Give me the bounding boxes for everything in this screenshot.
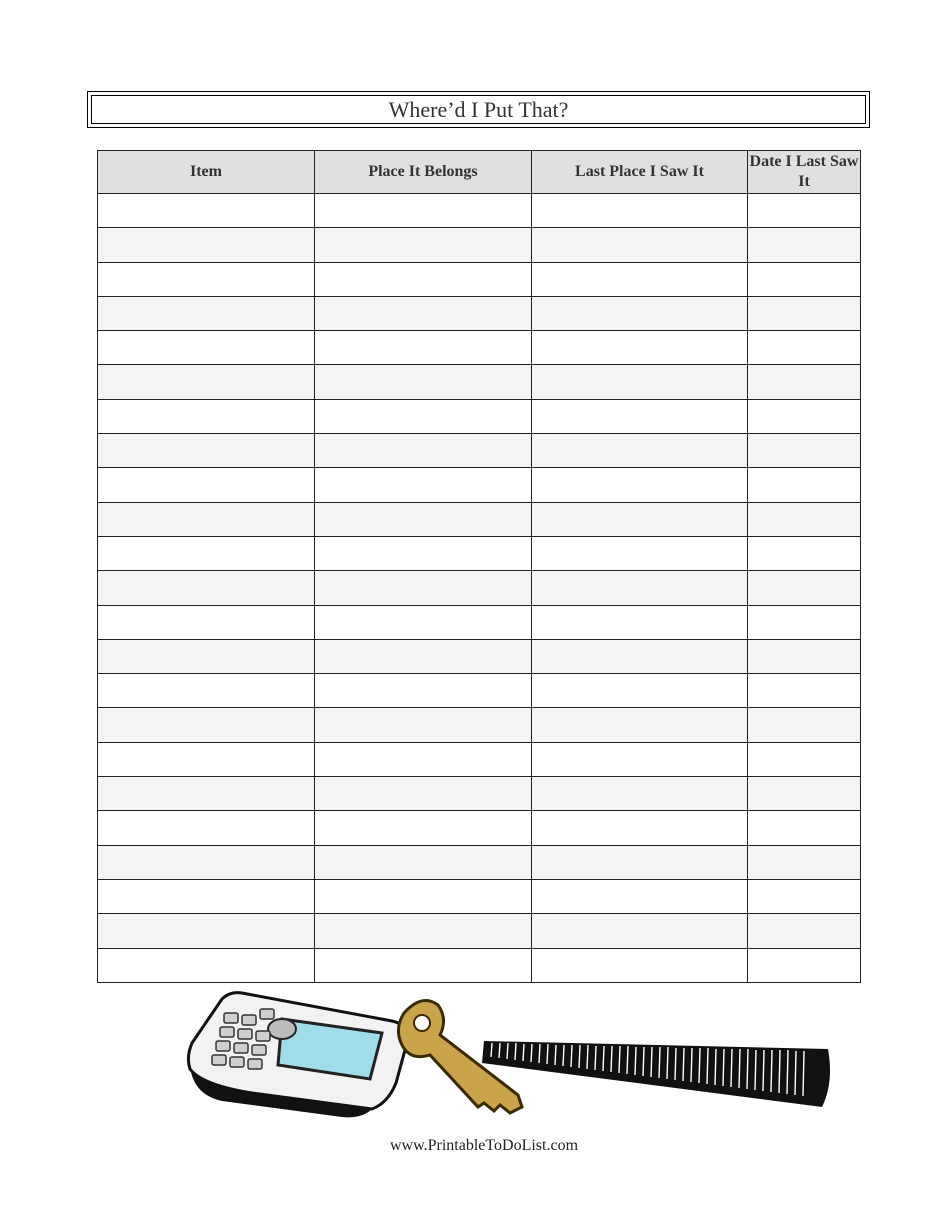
table-row (98, 365, 861, 399)
last-place-cell[interactable] (532, 296, 748, 330)
last-place-cell[interactable] (532, 948, 748, 982)
table-row (98, 399, 861, 433)
date-cell[interactable] (748, 536, 861, 570)
date-cell[interactable] (748, 399, 861, 433)
last-place-cell[interactable] (532, 571, 748, 605)
place-belongs-cell[interactable] (315, 742, 532, 776)
date-cell[interactable] (748, 708, 861, 742)
item-cell[interactable] (98, 639, 315, 673)
place-belongs-cell[interactable] (315, 262, 532, 296)
date-cell[interactable] (748, 228, 861, 262)
header-last-place-seen: Last Place I Saw It (532, 151, 748, 194)
last-place-cell[interactable] (532, 639, 748, 673)
item-cell[interactable] (98, 365, 315, 399)
item-cell[interactable] (98, 879, 315, 913)
place-belongs-cell[interactable] (315, 468, 532, 502)
last-place-cell[interactable] (532, 914, 748, 948)
place-belongs-cell[interactable] (315, 811, 532, 845)
item-cell[interactable] (98, 708, 315, 742)
item-cell[interactable] (98, 605, 315, 639)
date-cell[interactable] (748, 777, 861, 811)
footer-website: www.PrintableToDoList.com (389, 1137, 579, 1154)
item-cell[interactable] (98, 536, 315, 570)
item-cell[interactable] (98, 948, 315, 982)
item-cell[interactable] (98, 228, 315, 262)
item-cell[interactable] (98, 502, 315, 536)
place-belongs-cell[interactable] (315, 879, 532, 913)
date-cell[interactable] (748, 674, 861, 708)
place-belongs-cell[interactable] (315, 228, 532, 262)
date-cell[interactable] (748, 194, 861, 228)
last-place-cell[interactable] (532, 708, 748, 742)
item-cell[interactable] (98, 674, 315, 708)
last-place-cell[interactable] (532, 194, 748, 228)
last-place-cell[interactable] (532, 845, 748, 879)
place-belongs-cell[interactable] (315, 708, 532, 742)
place-belongs-cell[interactable] (315, 365, 532, 399)
header-item: Item (98, 151, 315, 194)
table-row (98, 228, 861, 262)
date-cell[interactable] (748, 262, 861, 296)
date-cell[interactable] (748, 948, 861, 982)
last-place-cell[interactable] (532, 228, 748, 262)
date-cell[interactable] (748, 331, 861, 365)
table-row (98, 502, 861, 536)
item-cell[interactable] (98, 742, 315, 776)
header-place-it-belongs: Place It Belongs (315, 151, 532, 194)
table-row (98, 777, 861, 811)
place-belongs-cell[interactable] (315, 605, 532, 639)
item-cell[interactable] (98, 399, 315, 433)
title-box (87, 91, 870, 128)
place-belongs-cell[interactable] (315, 536, 532, 570)
page-title: Where’d I Put That? (91, 95, 866, 124)
last-place-cell[interactable] (532, 536, 748, 570)
table-row (98, 708, 861, 742)
item-cell[interactable] (98, 811, 315, 845)
place-belongs-cell[interactable] (315, 502, 532, 536)
table-row (98, 639, 861, 673)
item-cell[interactable] (98, 194, 315, 228)
date-cell[interactable] (748, 879, 861, 913)
table-row (98, 914, 861, 948)
place-belongs-cell[interactable] (315, 845, 532, 879)
last-place-cell[interactable] (532, 434, 748, 468)
last-place-cell[interactable] (532, 331, 748, 365)
item-cell[interactable] (98, 571, 315, 605)
table-row (98, 296, 861, 330)
item-cell[interactable] (98, 468, 315, 502)
last-place-cell[interactable] (532, 262, 748, 296)
item-cell[interactable] (98, 845, 315, 879)
table-row (98, 194, 861, 228)
date-cell[interactable] (748, 502, 861, 536)
date-cell[interactable] (748, 296, 861, 330)
date-cell[interactable] (748, 811, 861, 845)
cell-phone-icon (188, 993, 408, 1118)
date-cell[interactable] (748, 639, 861, 673)
tracking-table (97, 150, 861, 983)
last-place-cell[interactable] (532, 605, 748, 639)
last-place-cell[interactable] (532, 399, 748, 433)
header-date-last-seen: Date I Last Saw It (748, 151, 861, 194)
last-place-cell[interactable] (532, 742, 748, 776)
table-row (98, 468, 861, 502)
table-row (98, 811, 861, 845)
date-cell[interactable] (748, 571, 861, 605)
date-cell[interactable] (748, 434, 861, 468)
place-belongs-cell[interactable] (315, 948, 532, 982)
place-belongs-cell[interactable] (315, 639, 532, 673)
place-belongs-cell[interactable] (315, 296, 532, 330)
place-belongs-cell[interactable] (315, 194, 532, 228)
table-row (98, 536, 861, 570)
date-cell[interactable] (748, 742, 861, 776)
place-belongs-cell[interactable] (315, 331, 532, 365)
last-place-cell[interactable] (532, 879, 748, 913)
table-row (98, 674, 861, 708)
last-place-cell[interactable] (532, 777, 748, 811)
comb-icon (482, 1041, 830, 1107)
item-cell[interactable] (98, 331, 315, 365)
table-row (98, 879, 861, 913)
table-row (98, 742, 861, 776)
last-place-cell[interactable] (532, 468, 748, 502)
place-belongs-cell[interactable] (315, 777, 532, 811)
place-belongs-cell[interactable] (315, 434, 532, 468)
place-belongs-cell[interactable] (315, 571, 532, 605)
table-row (98, 845, 861, 879)
table-row (98, 571, 861, 605)
table-header-row (98, 151, 861, 194)
date-cell[interactable] (748, 605, 861, 639)
place-belongs-cell[interactable] (315, 914, 532, 948)
table-row (98, 434, 861, 468)
date-cell[interactable] (748, 468, 861, 502)
item-cell[interactable] (98, 296, 315, 330)
last-place-cell[interactable] (532, 674, 748, 708)
last-place-cell[interactable] (532, 811, 748, 845)
date-cell[interactable] (748, 365, 861, 399)
last-place-cell[interactable] (532, 502, 748, 536)
table-row (98, 331, 861, 365)
item-cell[interactable] (98, 914, 315, 948)
table-row (98, 262, 861, 296)
last-place-cell[interactable] (532, 365, 748, 399)
item-cell[interactable] (98, 262, 315, 296)
date-cell[interactable] (748, 914, 861, 948)
place-belongs-cell[interactable] (315, 674, 532, 708)
place-belongs-cell[interactable] (315, 399, 532, 433)
date-cell[interactable] (748, 845, 861, 879)
table-row (98, 948, 861, 982)
item-cell[interactable] (98, 434, 315, 468)
item-cell[interactable] (98, 777, 315, 811)
clipart-illustration (182, 983, 838, 1123)
table-row (98, 605, 861, 639)
